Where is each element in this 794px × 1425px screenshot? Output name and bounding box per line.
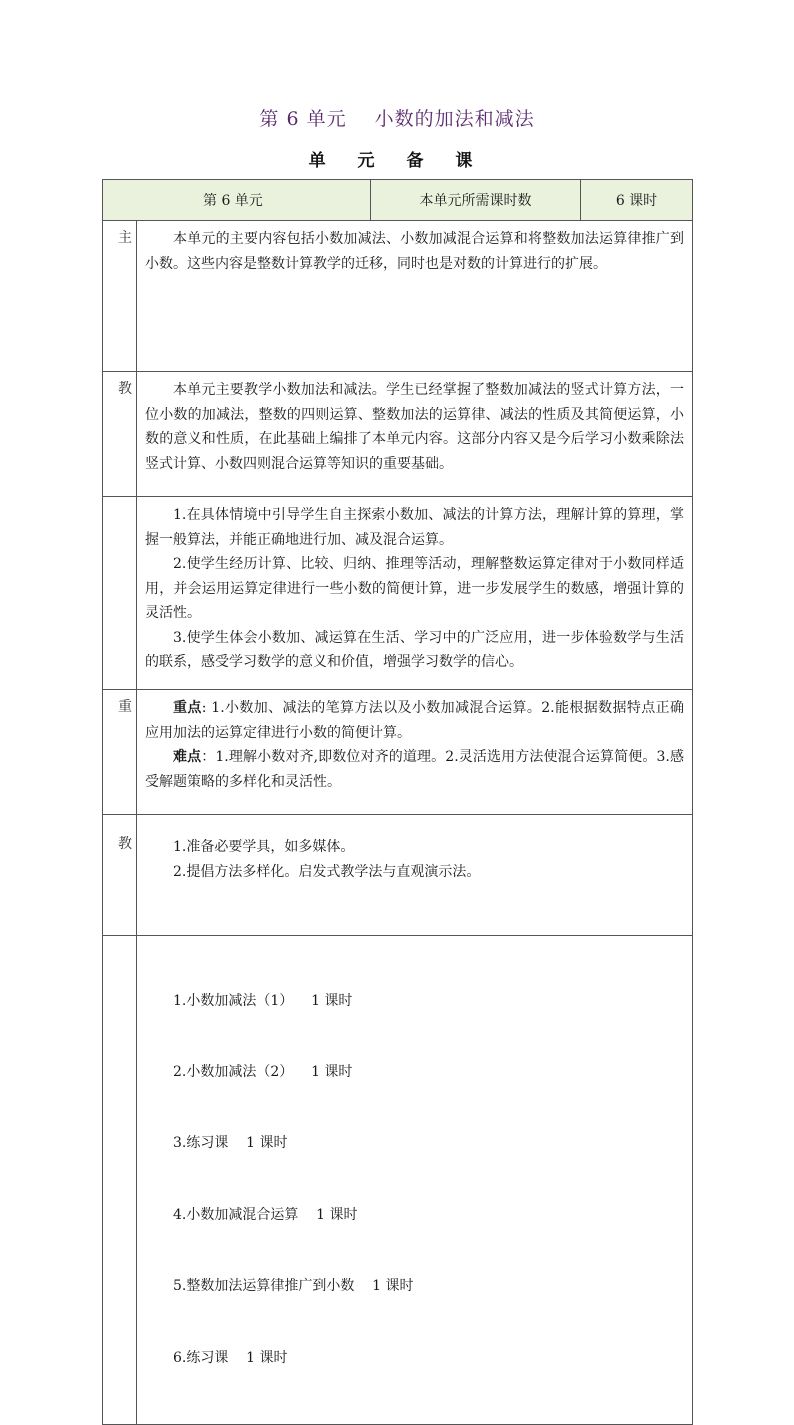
row-label-content: 主: [103, 221, 137, 372]
header-hours-label: 本单元所需课时数: [371, 180, 581, 221]
row-label-goals: [103, 497, 137, 690]
analysis-text: 本单元主要教学小数加法和减法。学生已经掌握了整数加减法的竖式计算方法，一位小数的加减法，整数的四则运算、整数加法的运算律、减法的性质及其简便运算，小数的意义和性质，在此基础上编排了本单元内容。这部分内容又是今后学习小数乘除法竖式计算、小数四则混合运算等知识的重要基础。: [145, 382, 684, 472]
row-label-prep: 教: [103, 815, 137, 936]
unit-plan-table: [102, 179, 693, 1425]
row-main-content: [103, 221, 693, 372]
hours-item: 6.练习课 1 课时: [173, 1349, 288, 1366]
row-label-hours: [103, 936, 137, 1425]
hours-item: 5.整数加法运算律推广到小数 1 课时: [173, 1278, 414, 1295]
goal-item: 2.使学生经历计算、比较、归纳、推理等活动，理解整数运算定律对于小数同样适用，并会运用运算定律进行一些小数的简便计算，进一步发展学生的数感，增强计算的灵活性。: [145, 556, 684, 621]
document-subtitle: 单 元 备 课: [308, 151, 486, 171]
hours-item: 2.小数加减法（2） 1 课时: [173, 1063, 353, 1080]
row-teaching-goals: [103, 497, 693, 690]
hours-item: 3.练习课 1 课时: [173, 1135, 288, 1152]
row-teaching-prep: [103, 815, 693, 936]
prep-item: 1.准备必要学具，如多媒体。: [173, 839, 355, 855]
key-difficulty: [145, 745, 684, 794]
row-label-key: 重: [103, 690, 137, 815]
header-row: [103, 180, 693, 221]
row-teaching-analysis: [103, 372, 693, 497]
header-hours-value: 6 课时: [581, 180, 693, 221]
row-lesson-hours: [103, 936, 693, 1425]
header-unit: 第 6 单元: [103, 180, 371, 221]
document-title: [0, 104, 794, 131]
title-unit: 第 6 单元: [259, 108, 347, 130]
content-text: 本单元的主要内容包括小数加减法、小数加减混合运算和将整数加法运算律推广到小数。这些内容是整数计算教学的迁移，同时也是对数的计算进行的扩展。: [145, 231, 684, 272]
row-label-analysis: 教: [103, 372, 137, 497]
prep-item: 2.提倡方法多样化。启发式教学法与直观演示法。: [173, 863, 481, 880]
title-name: 小数的加法和减法: [374, 108, 535, 130]
difficulty-text: ：1.理解小数对齐,即数位对齐的道理。2.灵活选用方法使混合运算简便。3.感受解题策略的多样化和灵活性。: [145, 749, 684, 790]
key-focus: [145, 696, 684, 745]
hours-item: 1.小数加减法（1） 1 课时: [173, 992, 353, 1009]
goal-item: 3.使学生体会小数加、减运算在生活、学习中的广泛应用，进一步体验数学与生活的联系，感受学习数学的意义和价值，增强学习数学的信心。: [145, 629, 684, 670]
difficulty-label: 难点: [173, 749, 202, 765]
focus-text: : 1.小数加、减法的笔算方法以及小数加减混合运算。2.能根据数据特点正确应用加法的运算定律进行小数的简便计算。: [145, 700, 684, 741]
focus-label: 重点: [173, 700, 202, 716]
row-key-points: [103, 690, 693, 815]
hours-item: 4.小数加减混合运算 1 课时: [173, 1206, 358, 1223]
goal-item: 1.在具体情境中引导学生自主探索小数加、减法的计算方法，理解计算的算理，掌握一般算法，并能正确地进行加、减及混合运算。: [145, 507, 684, 548]
